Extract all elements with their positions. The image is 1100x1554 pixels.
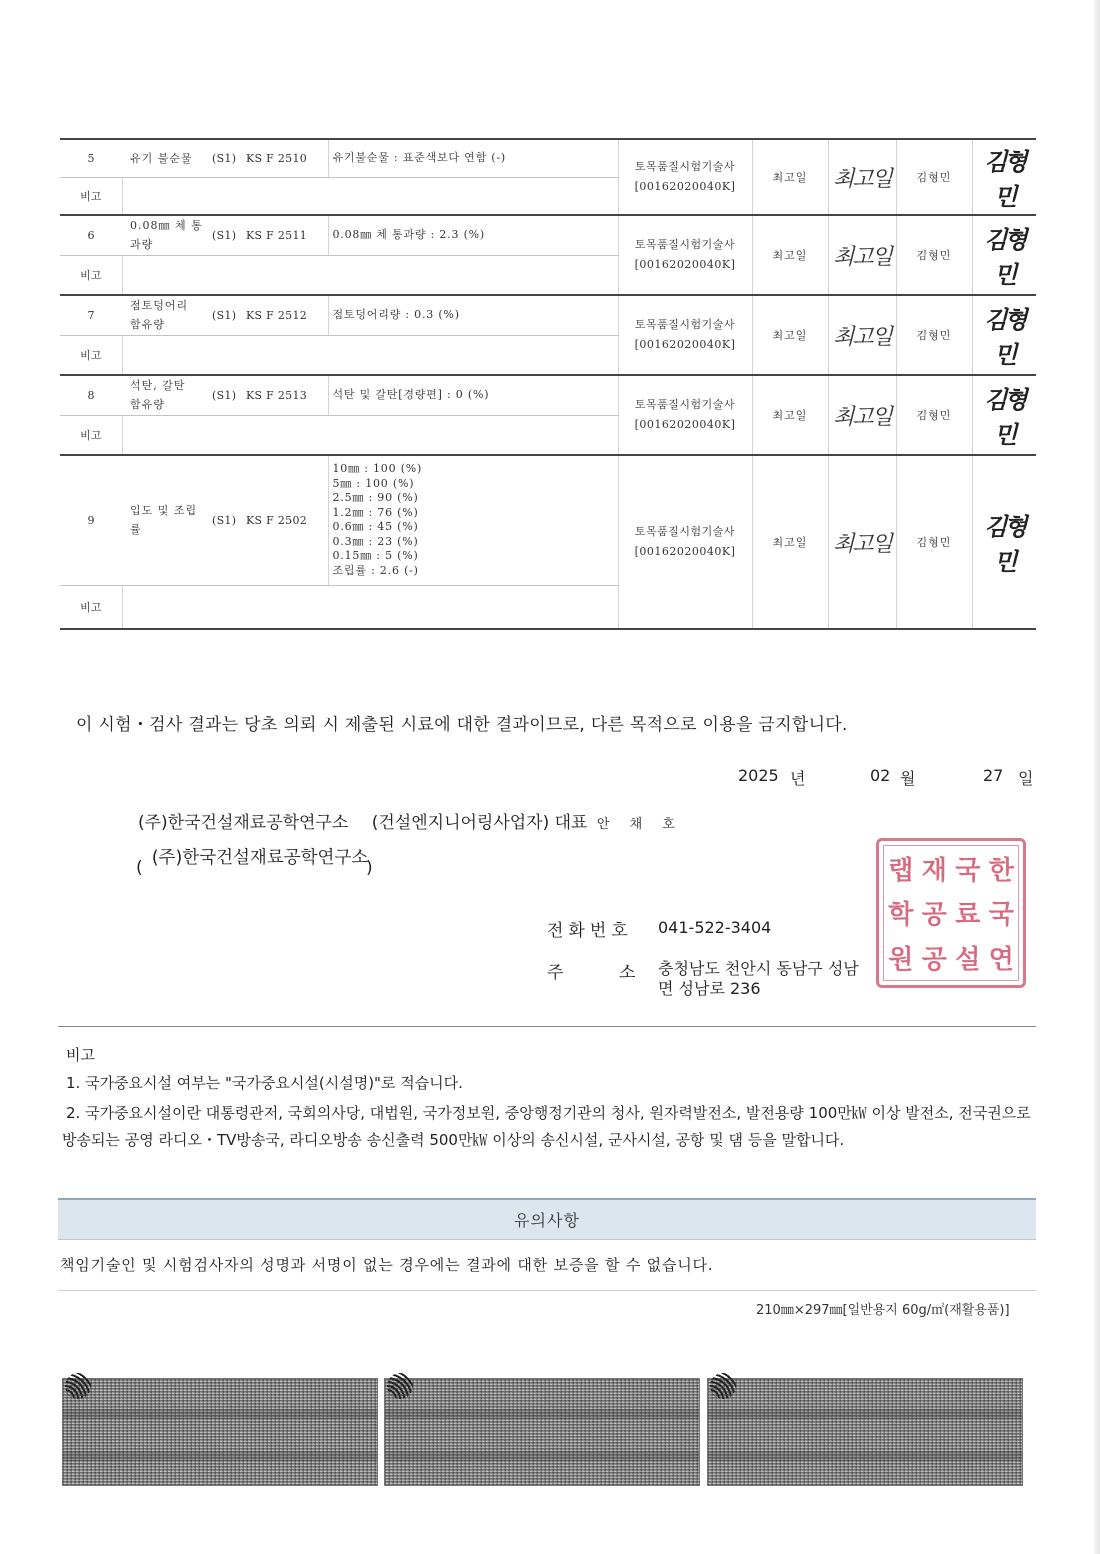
test-result (328, 295, 618, 335)
license-number: [00162020040K] (634, 418, 736, 431)
seal-character: 료 (955, 900, 981, 931)
organization-name-repeat: (주)한국건설재료공학연구소 (151, 848, 369, 868)
qualification (618, 295, 752, 375)
test-standard (208, 375, 328, 415)
remark-value (122, 585, 618, 629)
tester-signature (828, 295, 896, 375)
tester-name: 최고일 (752, 455, 828, 629)
issue-month-label: 월 (900, 769, 916, 788)
tester-name: 최고일 (752, 215, 828, 295)
phone-number: 041-522-3404 (658, 918, 772, 937)
issue-month: 02 (870, 766, 891, 785)
tester-name: 최고일 (752, 375, 828, 455)
group-code: (S1) (212, 228, 237, 242)
manager-signature (972, 139, 1036, 215)
tester-signature-mark: 최고일 (833, 244, 891, 270)
seal-character: 설 (955, 945, 981, 976)
issue-year-label: 년 (790, 769, 806, 788)
test-item (122, 375, 208, 415)
seal-character: 국 (988, 900, 1014, 931)
test-item (122, 139, 208, 177)
manager-signature (972, 295, 1036, 375)
security-mark-icon (710, 1373, 736, 1399)
result-row (60, 295, 1036, 335)
result-line: 점토덩어리량 : 0.3 (%) (332, 308, 460, 321)
standard-code: KS F 2512 (246, 308, 308, 322)
test-standard (208, 215, 328, 255)
result-line: 5㎜ : 100 (%) (332, 476, 415, 490)
seal-character: 공 (921, 900, 947, 931)
seal-character: 한 (988, 855, 1014, 886)
remark-value (122, 255, 618, 295)
phone-label: 전화번호 (547, 921, 633, 941)
org-paren-open: ( (136, 858, 143, 878)
seal-character: 학 (888, 900, 914, 931)
result-line: 0.3㎜ : 23 (%) (332, 534, 419, 548)
qualification-title: 토목품질시험기술사 (634, 160, 736, 173)
result-line: 10㎜ : 100 (%) (332, 462, 423, 476)
remark-value (122, 415, 618, 455)
seal-character: 연 (988, 945, 1014, 976)
manager-name: 김형민 (896, 215, 972, 295)
caution-divider (58, 1290, 1036, 1291)
item-name-line: 률 (130, 523, 142, 537)
item-name-line: 점토덩어리 (130, 299, 189, 313)
qualification (618, 375, 752, 455)
tester-signature (828, 375, 896, 455)
group-code: (S1) (212, 151, 237, 165)
remark-label: 비고 (60, 415, 122, 455)
caution-header (58, 1198, 1036, 1240)
manager-signature (972, 375, 1036, 455)
scan-edge (1094, 0, 1100, 1554)
remarks-item-1: 1. 국가중요시설 여부는 "국가중요시설(시설명)"로 적습니다. (66, 1074, 463, 1092)
issue-day: 27 (983, 766, 1004, 785)
business-type: (건설엔지니어링사업자) 대표 (371, 813, 588, 833)
qualification-title: 토목품질시험기술사 (634, 238, 736, 251)
manager-signature (972, 455, 1036, 629)
qualification-title: 토목품질시험기술사 (634, 525, 736, 538)
manager-name: 김형민 (896, 455, 972, 629)
security-mark-icon (65, 1373, 91, 1399)
divider-line (58, 1026, 1036, 1027)
row-number: 5 (60, 139, 122, 177)
seal-character: 원 (888, 945, 914, 976)
company-seal (876, 838, 1026, 988)
organization-line (138, 808, 683, 833)
test-standard (208, 455, 328, 585)
test-result (328, 139, 618, 177)
manager-signature-mark: 김형민 (984, 148, 1025, 211)
manager-signature-mark: 김형민 (984, 306, 1025, 369)
remark-label: 비고 (60, 255, 122, 295)
seal-character: 랩 (888, 855, 914, 886)
license-number: [00162020040K] (634, 258, 736, 271)
qualification (618, 455, 752, 629)
result-line: 2.5㎜ : 90 (%) (332, 491, 419, 505)
qualification-title: 토목품질시험기술사 (634, 318, 736, 331)
item-name-line: 유기 불순물 (130, 151, 193, 165)
standard-code: KS F 2513 (246, 388, 308, 402)
caution-text: 책임기술인 및 시험검사자의 성명과 서명이 없는 경우에는 결과에 대한 보증을 할 수 없습니다. (60, 1256, 714, 1274)
issue-year: 2025 (738, 766, 779, 785)
tester-signature (828, 139, 896, 215)
remarks-title: 비고 (66, 1046, 95, 1064)
license-number: [00162020040K] (634, 545, 736, 558)
remark-value (122, 177, 618, 215)
manager-name: 김형민 (896, 295, 972, 375)
manager-signature (972, 215, 1036, 295)
item-name-line: 0.08㎜ 체 통 (130, 219, 203, 233)
result-row (60, 215, 1036, 255)
remark-label: 비고 (60, 177, 122, 215)
remark-label: 비고 (60, 335, 122, 375)
row-number: 6 (60, 215, 122, 255)
test-item (122, 295, 208, 335)
group-code: (S1) (212, 513, 237, 527)
manager-signature-mark: 김형민 (984, 513, 1025, 576)
test-standard (208, 295, 328, 335)
result-line: 조립률 : 2.6 (-) (332, 563, 419, 577)
test-item (122, 215, 208, 255)
license-number: [00162020040K] (634, 180, 736, 193)
manager-name: 김형민 (896, 375, 972, 455)
tester-signature (828, 215, 896, 295)
representative-name: 안 채 호 (596, 817, 683, 832)
standard-code: KS F 2511 (246, 228, 308, 242)
test-result (328, 375, 618, 415)
test-result (328, 455, 618, 585)
group-code: (S1) (212, 388, 237, 402)
item-name-line: 과량 (130, 238, 154, 252)
qualification (618, 215, 752, 295)
tester-signature-mark: 최고일 (833, 404, 891, 430)
tester-signature (828, 455, 896, 629)
manager-signature-mark: 김형민 (984, 226, 1025, 289)
row-number: 9 (60, 455, 122, 585)
standard-code: KS F 2510 (246, 151, 308, 165)
seal-character: 공 (921, 945, 947, 976)
security-pattern-1 (62, 1378, 378, 1486)
paper-spec: 210㎜×297㎜[일반용지 60g/㎡(재활용품)] (756, 1303, 1010, 1318)
issue-day-label: 일 (1018, 769, 1034, 788)
tester-name: 최고일 (752, 139, 828, 215)
license-number: [00162020040K] (634, 338, 736, 351)
item-name-line: 석탄, 갈탄 (130, 379, 186, 393)
result-line: 0.08㎜ 체 통과량 : 2.3 (%) (332, 228, 486, 241)
remark-label: 비고 (60, 585, 122, 629)
tester-signature-mark: 최고일 (833, 166, 891, 192)
qualification-title: 토목품질시험기술사 (634, 398, 736, 411)
row-number: 7 (60, 295, 122, 335)
seal-character: 국 (955, 855, 981, 886)
address-value: 충청남도 천안시 동남구 성남면 성남로 236 (658, 959, 859, 998)
usage-restriction-notice: 이 시험・검사 결과는 당초 의뢰 시 제출된 시료에 대한 결과이므로, 다른 목적으로 이용을 금지합니다. (76, 715, 848, 735)
organization-name: (주)한국건설재료공학연구소 (138, 813, 349, 833)
row-number: 8 (60, 375, 122, 415)
result-line: 석탄 및 갈탄[경량편] : 0 (%) (332, 388, 490, 401)
item-name-line: 입도 및 조립 (130, 504, 198, 518)
manager-name: 김형민 (896, 139, 972, 215)
address-label-1: 주 (547, 963, 564, 983)
manager-signature-mark: 김형민 (984, 386, 1025, 449)
remarks-item-2: 2. 국가중요시설이란 대통령관저, 국회의사당, 대법원, 국가정보원, 중앙행정기관의 청사, 원자력발전소, 발전용량 100만㎾ 이상 발전소, 전국권으로 방송되는 공영 라디오・TV방송국, 라디오방송 송신출력 500만㎾ 이상의 송신시설, 군사시설, 공항 및 댐 등을 말합니다. (62, 1104, 1031, 1149)
result-line: 유기불순물 : 표준색보다 연함 (-) (332, 151, 507, 164)
seal-character: 재 (921, 855, 947, 886)
standard-code: KS F 2502 (246, 513, 308, 527)
group-code: (S1) (212, 308, 237, 322)
test-standard (208, 139, 328, 177)
result-line: 0.6㎜ : 45 (%) (332, 520, 419, 534)
tester-name: 최고일 (752, 295, 828, 375)
org-paren-close: ) (366, 858, 373, 878)
item-name-line: 함유량 (130, 318, 165, 332)
security-pattern-2 (384, 1378, 700, 1486)
tester-signature-mark: 최고일 (833, 531, 891, 557)
test-result (328, 215, 618, 255)
qualification (618, 139, 752, 215)
result-row (60, 455, 1036, 585)
caution-title: 유의사항 (514, 1211, 580, 1230)
result-line: 1.2㎜ : 76 (%) (332, 505, 419, 519)
tester-signature-mark: 최고일 (833, 324, 891, 350)
test-results-table (60, 138, 1036, 630)
security-pattern-3 (707, 1378, 1023, 1486)
test-item (122, 455, 208, 585)
remark-value (122, 335, 618, 375)
security-mark-icon (387, 1373, 413, 1399)
item-name-line: 함유량 (130, 398, 165, 412)
result-line: 0.15㎜ : 5 (%) (332, 549, 419, 563)
result-row (60, 139, 1036, 177)
address-label-2: 소 (619, 963, 636, 983)
result-row (60, 375, 1036, 415)
